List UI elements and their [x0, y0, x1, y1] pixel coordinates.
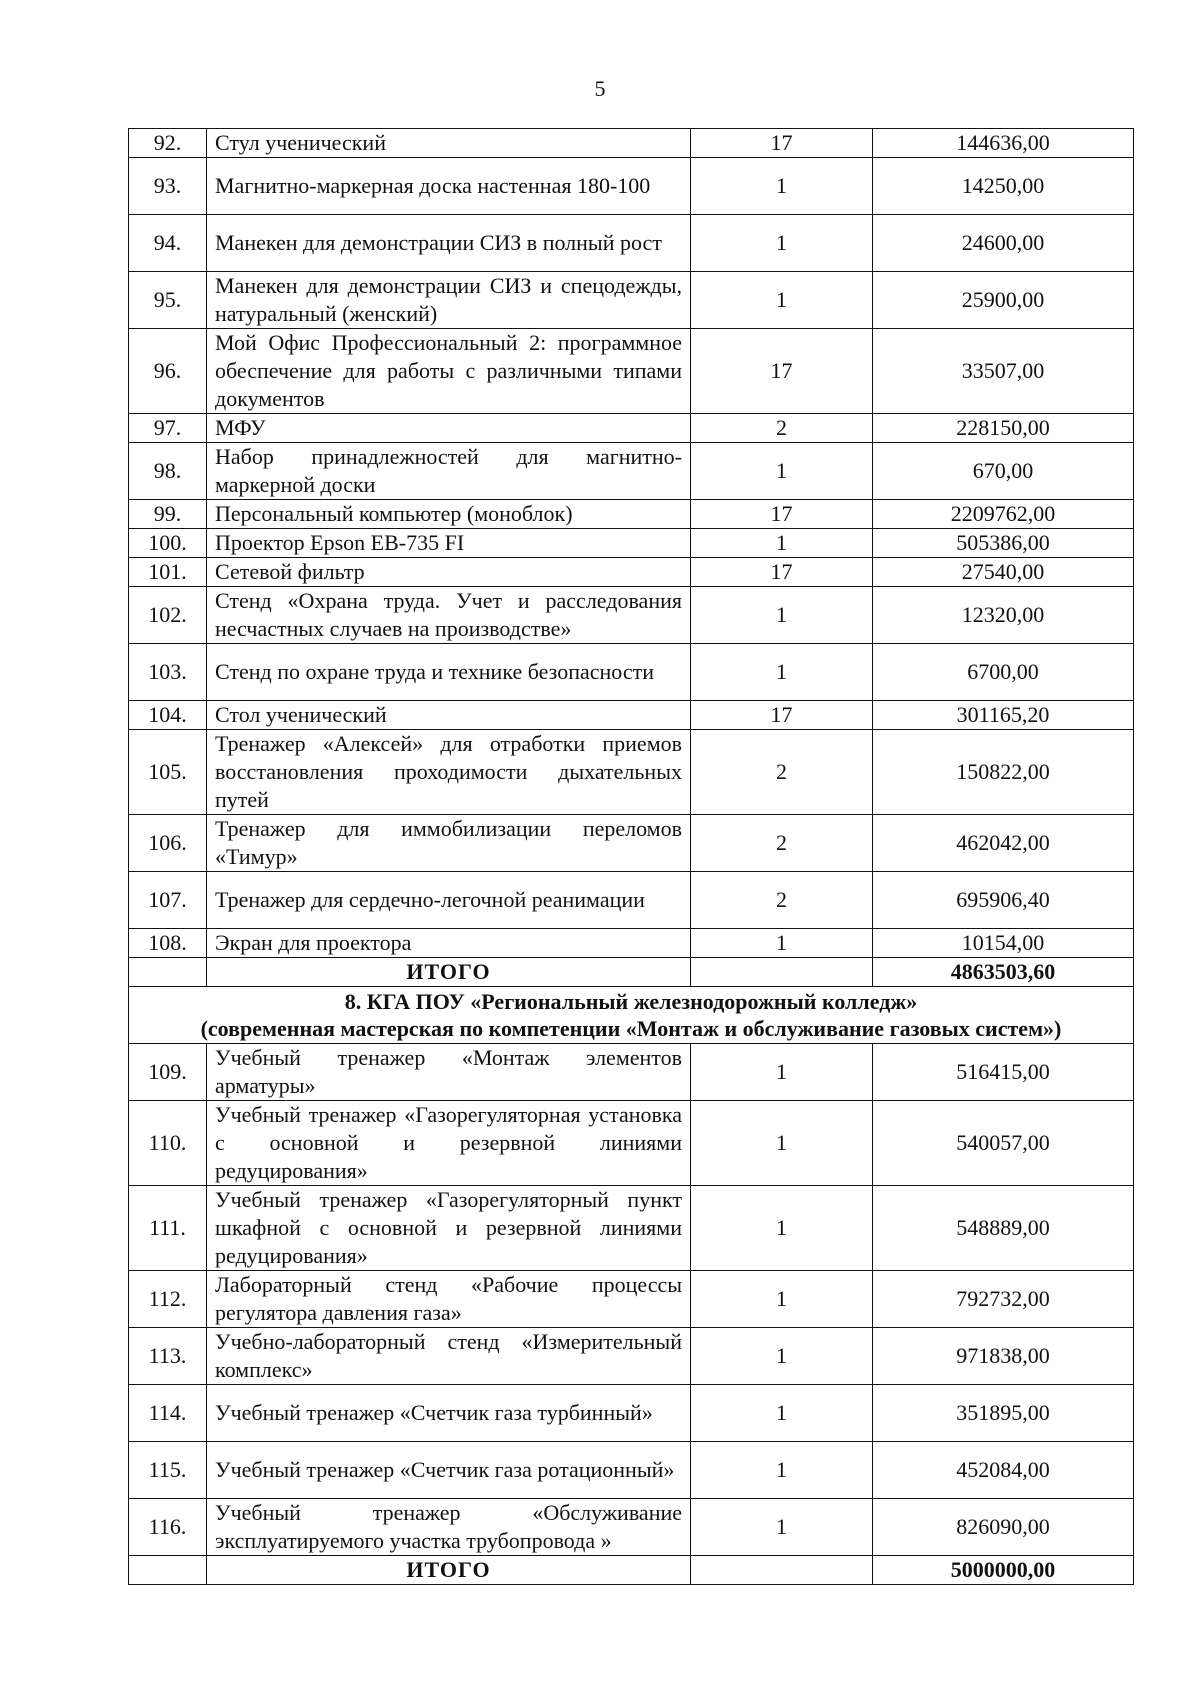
item-name: Манекен для демонстрации СИЗ и спецодежды, натуральный (женский)	[207, 272, 691, 329]
item-price: 462042,00	[873, 815, 1134, 872]
total-label: ИТОГО	[207, 958, 691, 987]
row-number: 107.	[129, 872, 207, 929]
item-name: Учебный тренажер «Газорегуляторный пункт шкафной с основной и резервной линиями редуцирования»	[207, 1186, 691, 1271]
table-row	[129, 215, 1134, 272]
item-quantity: 1	[691, 215, 873, 272]
row-number: 101.	[129, 558, 207, 587]
table-row	[129, 529, 1134, 558]
table-row	[129, 815, 1134, 872]
total-label: ИТОГО	[207, 1556, 691, 1585]
table-row	[129, 1328, 1134, 1385]
item-quantity: 1	[691, 1044, 873, 1101]
table-row	[129, 587, 1134, 644]
item-price: 301165,20	[873, 701, 1134, 730]
table-row	[129, 129, 1134, 158]
item-quantity: 1	[691, 1101, 873, 1186]
item-name: Учебно-лабораторный стенд «Измерительный комплекс»	[207, 1328, 691, 1385]
row-number: 97.	[129, 414, 207, 443]
item-name: Стенд по охране труда и технике безопасности	[207, 644, 691, 701]
table-row	[129, 1499, 1134, 1556]
row-number: 113.	[129, 1328, 207, 1385]
total-value: 4863503,60	[873, 958, 1134, 987]
item-price: 452084,00	[873, 1442, 1134, 1499]
table-row	[129, 1442, 1134, 1499]
item-name: Тренажер для сердечно-легочной реанимации	[207, 872, 691, 929]
item-price: 14250,00	[873, 158, 1134, 215]
item-price: 695906,40	[873, 872, 1134, 929]
item-price: 27540,00	[873, 558, 1134, 587]
item-price: 33507,00	[873, 329, 1134, 414]
item-price: 150822,00	[873, 730, 1134, 815]
item-quantity: 2	[691, 730, 873, 815]
item-quantity: 1	[691, 1385, 873, 1442]
table-row	[129, 1044, 1134, 1101]
item-quantity: 1	[691, 1271, 873, 1328]
row-number: 95.	[129, 272, 207, 329]
item-name: Сетевой фильтр	[207, 558, 691, 587]
item-name: Тренажер «Алексей» для отработки приемов восстановления проходимости дыхательных путей	[207, 730, 691, 815]
item-quantity: 1	[691, 929, 873, 958]
total-empty-cell	[691, 958, 873, 987]
item-quantity: 17	[691, 701, 873, 730]
item-name: Мой Офис Профессиональный 2: программное обеспечение для работы с различными типами документов	[207, 329, 691, 414]
table-row	[129, 730, 1134, 815]
row-number: 108.	[129, 929, 207, 958]
item-quantity: 17	[691, 129, 873, 158]
item-price: 2209762,00	[873, 500, 1134, 529]
row-number: 111.	[129, 1186, 207, 1271]
total-empty-cell	[129, 1556, 207, 1585]
row-number: 92.	[129, 129, 207, 158]
table-row	[129, 272, 1134, 329]
item-quantity: 1	[691, 587, 873, 644]
item-name: Экран для проектора	[207, 929, 691, 958]
item-price: 144636,00	[873, 129, 1134, 158]
item-price: 228150,00	[873, 414, 1134, 443]
item-quantity: 1	[691, 1328, 873, 1385]
item-price: 516415,00	[873, 1044, 1134, 1101]
item-price: 505386,00	[873, 529, 1134, 558]
item-quantity: 2	[691, 414, 873, 443]
item-quantity: 2	[691, 815, 873, 872]
total-value: 5000000,00	[873, 1556, 1134, 1585]
table-row	[129, 558, 1134, 587]
table-row	[129, 644, 1134, 701]
item-name: Проектор Epson EB-735 FI	[207, 529, 691, 558]
item-name: Стол ученический	[207, 701, 691, 730]
item-price: 25900,00	[873, 272, 1134, 329]
table-row	[129, 872, 1134, 929]
table-row	[129, 701, 1134, 730]
table-row	[129, 1186, 1134, 1271]
item-quantity: 1	[691, 644, 873, 701]
item-name: Магнитно-маркерная доска настенная 180-100	[207, 158, 691, 215]
item-price: 10154,00	[873, 929, 1134, 958]
row-number: 94.	[129, 215, 207, 272]
table-row	[129, 443, 1134, 500]
row-number: 106.	[129, 815, 207, 872]
total-row	[129, 958, 1134, 987]
item-price: 351895,00	[873, 1385, 1134, 1442]
section-subtitle: (современная мастерская по компетенции «Монтаж и обслуживание газовых систем»)	[200, 1016, 1062, 1041]
item-quantity: 1	[691, 1186, 873, 1271]
section-heading	[129, 987, 1134, 1044]
row-number: 110.	[129, 1101, 207, 1186]
total-empty-cell	[129, 958, 207, 987]
row-number: 114.	[129, 1385, 207, 1442]
item-name: Учебный тренажер «Обслуживание эксплуатируемого участка трубопровода »	[207, 1499, 691, 1556]
item-name: Стенд «Охрана труда. Учет и расследования несчастных случаев на производстве»	[207, 587, 691, 644]
row-number: 93.	[129, 158, 207, 215]
item-price: 548889,00	[873, 1186, 1134, 1271]
row-number: 112.	[129, 1271, 207, 1328]
table-row	[129, 1101, 1134, 1186]
row-number: 96.	[129, 329, 207, 414]
item-name: Стул ученический	[207, 129, 691, 158]
item-quantity: 1	[691, 1499, 873, 1556]
item-quantity: 17	[691, 558, 873, 587]
item-price: 540057,00	[873, 1101, 1134, 1186]
item-price: 826090,00	[873, 1499, 1134, 1556]
item-name: Манекен для демонстрации СИЗ в полный рост	[207, 215, 691, 272]
table-row	[129, 1385, 1134, 1442]
item-name: Набор принадлежностей для магнитно-маркерной доски	[207, 443, 691, 500]
row-number: 103.	[129, 644, 207, 701]
table-row	[129, 1271, 1134, 1328]
item-quantity: 2	[691, 872, 873, 929]
row-number: 102.	[129, 587, 207, 644]
item-name: Персональный компьютер (моноблок)	[207, 500, 691, 529]
row-number: 100.	[129, 529, 207, 558]
item-quantity: 17	[691, 500, 873, 529]
item-name: Тренажер для иммобилизации переломов «Тимур»	[207, 815, 691, 872]
item-price: 971838,00	[873, 1328, 1134, 1385]
row-number: 104.	[129, 701, 207, 730]
total-empty-cell	[691, 1556, 873, 1585]
row-number: 116.	[129, 1499, 207, 1556]
table-row	[129, 329, 1134, 414]
table-row	[129, 929, 1134, 958]
item-quantity: 1	[691, 529, 873, 558]
row-number: 105.	[129, 730, 207, 815]
row-number: 98.	[129, 443, 207, 500]
item-price: 670,00	[873, 443, 1134, 500]
item-name: Лабораторный стенд «Рабочие процессы регулятора давления газа»	[207, 1271, 691, 1328]
section-title: 8. КГА ПОУ «Региональный железнодорожный колледж»	[344, 989, 918, 1014]
item-quantity: 1	[691, 272, 873, 329]
item-name: Учебный тренажер «Газорегуляторная установка с основной и резервной линиями редуцирования»	[207, 1101, 691, 1186]
item-name: Учебный тренажер «Счетчик газа турбинный»	[207, 1385, 691, 1442]
item-price: 12320,00	[873, 587, 1134, 644]
item-quantity: 1	[691, 1442, 873, 1499]
item-quantity: 1	[691, 158, 873, 215]
item-quantity: 17	[691, 329, 873, 414]
item-quantity: 1	[691, 443, 873, 500]
item-price: 792732,00	[873, 1271, 1134, 1328]
table-row	[129, 158, 1134, 215]
table-row	[129, 414, 1134, 443]
row-number: 99.	[129, 500, 207, 529]
item-name: Учебный тренажер «Монтаж элементов арматуры»	[207, 1044, 691, 1101]
table-row	[129, 500, 1134, 529]
equipment-table	[128, 128, 1134, 1585]
row-number: 109.	[129, 1044, 207, 1101]
item-name: Учебный тренажер «Счетчик газа ротационный»	[207, 1442, 691, 1499]
item-price: 6700,00	[873, 644, 1134, 701]
item-price: 24600,00	[873, 215, 1134, 272]
page-number: 5	[594, 76, 606, 101]
item-name: МФУ	[207, 414, 691, 443]
row-number: 115.	[129, 1442, 207, 1499]
total-row	[129, 1556, 1134, 1585]
section-header	[129, 987, 1134, 1044]
